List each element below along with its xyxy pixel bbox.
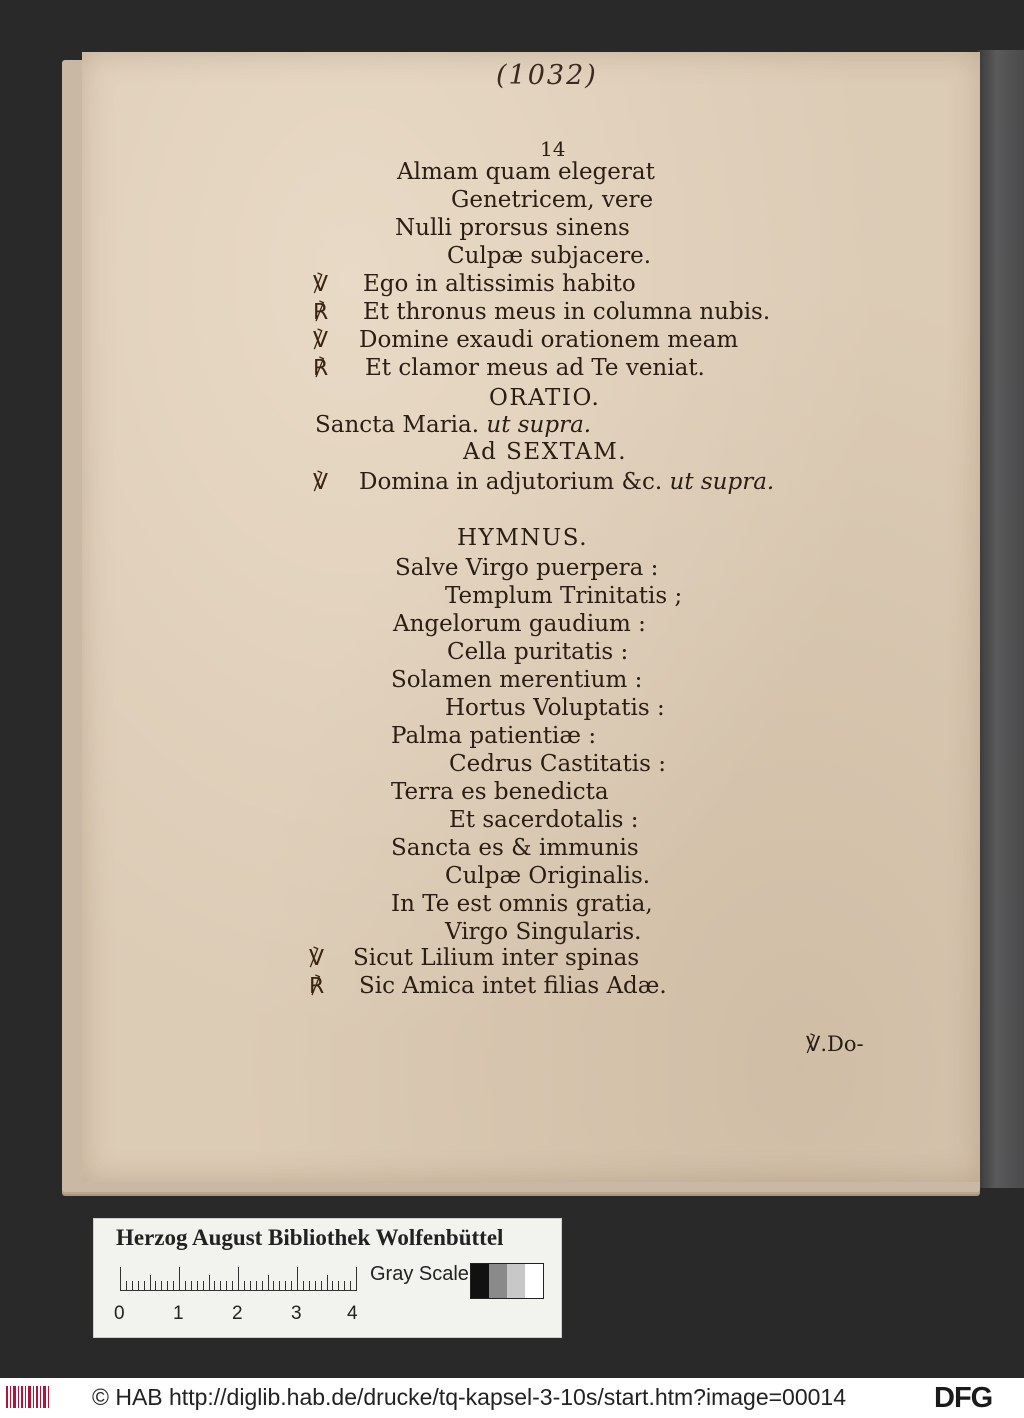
ruler-tick [155, 1281, 156, 1291]
ruler-tick [303, 1281, 304, 1291]
ruler-tick [126, 1281, 127, 1291]
ruler-tick [120, 1267, 121, 1291]
text-line: Et sacerdotalis : [449, 807, 639, 833]
ruler-tick [344, 1281, 345, 1291]
text-line: Terra es benedicta [391, 779, 609, 805]
ruler-tick [256, 1281, 257, 1291]
ruler-tick [232, 1281, 233, 1291]
gray-swatch [489, 1264, 507, 1298]
versicle-symbol: ℣ [309, 946, 325, 971]
ruler-tick [244, 1281, 245, 1291]
ruler-tick [161, 1281, 162, 1291]
ruler [120, 1267, 356, 1291]
ruler-tick [250, 1281, 251, 1291]
text-line: Et thronus meus in columna nubis. [363, 299, 771, 325]
ruler-tick [197, 1281, 198, 1291]
gray-scale-swatches [470, 1263, 544, 1299]
ruler-tick [268, 1275, 269, 1291]
response-symbol: ℟ [313, 300, 329, 325]
text-line: Sic Amica intet filias Adæ. [359, 973, 667, 999]
footer-bar [0, 1378, 1024, 1418]
facing-page-edge [978, 50, 1024, 1188]
catchword: ℣.Do- [806, 1032, 864, 1056]
ruler-number: 3 [291, 1303, 302, 1324]
barcode-icon [6, 1384, 50, 1410]
text-line: Hortus Voluptatis : [445, 695, 665, 721]
gray-swatch [471, 1264, 489, 1298]
ruler-tick [315, 1281, 316, 1291]
response-symbol: ℟ [313, 356, 329, 381]
ruler-tick [209, 1275, 210, 1291]
ruler-tick [226, 1281, 227, 1291]
text-line: Et clamor meus ad Te veniat. [365, 355, 705, 381]
response-symbol: ℟ [309, 974, 325, 999]
text-line: Domina in adjutorium &c. ut supra. [359, 469, 775, 495]
text-line: In Te est omnis gratia, [391, 891, 653, 917]
text-line: Angelorum gaudium : [393, 611, 646, 637]
ruler-tick [179, 1267, 180, 1291]
ruler-tick [144, 1281, 145, 1291]
text-line: Genetricem, vere [451, 187, 654, 213]
ruler-tick [167, 1281, 168, 1291]
text-line: Salve Virgo puerpera : [395, 555, 659, 581]
ruler-number: 4 [347, 1303, 358, 1324]
hab-card-title: Herzog August Bibliothek Wolfenbüttel [116, 1225, 504, 1250]
section-heading-hymnus: HYMNUS. [457, 525, 589, 551]
ruler-tick [132, 1281, 133, 1291]
ruler-tick [185, 1281, 186, 1291]
ruler-number: 2 [232, 1303, 243, 1324]
ruler-number: 1 [173, 1303, 184, 1324]
ruler-tick [338, 1281, 339, 1291]
ruler-number: 0 [114, 1303, 125, 1324]
ruler-tick [309, 1281, 310, 1291]
text-line: Almam quam elegerat [397, 159, 655, 185]
ruler-tick [273, 1281, 274, 1291]
archive-number: (1032) [496, 60, 598, 91]
text-line: Sancta es & immunis [391, 835, 639, 861]
versicle-symbol: ℣ [313, 470, 329, 495]
ruler-tick [279, 1281, 280, 1291]
ruler-tick [332, 1281, 333, 1291]
versicle-symbol: ℣ [313, 328, 329, 353]
versicle-symbol: ℣ [313, 272, 329, 297]
book-page [82, 52, 980, 1182]
text-line: Cella puritatis : [447, 639, 629, 665]
section-heading-oratio: ORATIO. [489, 385, 601, 411]
text-line: Solamen merentium : [391, 667, 643, 693]
text-line: Palma patientiæ : [391, 723, 597, 749]
ruler-tick [297, 1267, 298, 1291]
ruler-tick [191, 1281, 192, 1291]
section-heading-ad-sextam: Ad SEXTAM. [463, 439, 628, 465]
text-line: Sancta Maria. ut supra. [315, 412, 592, 438]
text-line: Cedrus Castitatis : [449, 751, 666, 777]
ruler-tick [356, 1267, 357, 1291]
ruler-tick [350, 1281, 351, 1291]
ruler-tick [327, 1275, 328, 1291]
ruler-tick [285, 1281, 286, 1291]
text-line: Virgo Singularis. [445, 919, 642, 945]
ruler-tick [291, 1281, 292, 1291]
ruler-tick [321, 1281, 322, 1291]
ruler-tick [203, 1281, 204, 1291]
gray-swatch [525, 1264, 543, 1298]
gray-scale-label: Gray Scale [370, 1263, 469, 1285]
ruler-tick [150, 1275, 151, 1291]
text-line: Culpæ Originalis. [445, 863, 651, 889]
page-number: 14 [540, 137, 566, 161]
footer-credit-link[interactable]: © HAB http://diglib.hab.de/drucke/tq-kapsel-3-10s/start.htm?image=00014 [92, 1384, 847, 1410]
dfg-logo: DFG [934, 1382, 993, 1414]
text-line: Sicut Lilium inter spinas [353, 945, 640, 971]
text-line: Ego in altissimis habito [363, 271, 636, 297]
ruler-tick [220, 1281, 221, 1291]
ruler-tick [238, 1267, 239, 1291]
text-line: Culpæ subjacere. [447, 243, 652, 269]
text-line: Domine exaudi orationem meam [359, 327, 739, 353]
text-line: Templum Trinitatis ; [445, 583, 683, 609]
hab-color-card [93, 1218, 562, 1338]
ruler-tick [262, 1281, 263, 1291]
ruler-tick [214, 1281, 215, 1291]
gray-swatch [507, 1264, 525, 1298]
ruler-tick [138, 1281, 139, 1291]
text-line: Nulli prorsus sinens [395, 215, 630, 241]
ruler-tick [173, 1281, 174, 1291]
